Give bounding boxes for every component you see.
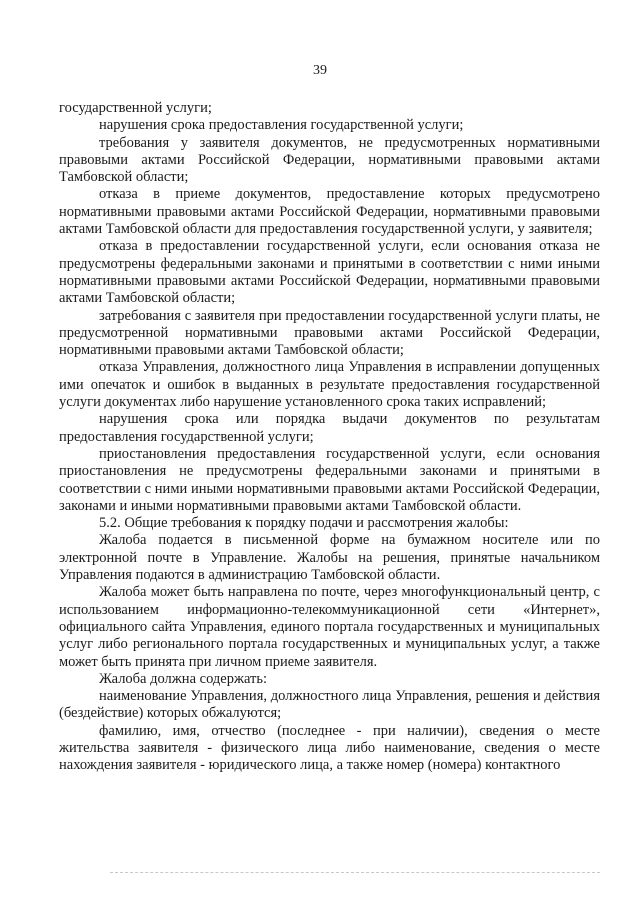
paragraph: Жалоба может быть направлена по почте, через многофункциональный центр, с использованием информационно-телекоммуникационной сети «Интернет», официального сайта Управления, единого портала государственных и муниципальных услуг либо регионального портала государственных и муниципальных услуг, а также может быть принята при личном приеме заявителя. xyxy=(59,584,600,670)
paragraph: Жалоба подается в письменной форме на бумажном носителе или по электронной почте в Управление. Жалобы на решения, принятые начальником Управления подаются в администрацию Тамбовской области. xyxy=(59,532,600,584)
paragraph: отказа в предоставлении государственной услуги, если основания отказа не предусмотрены федеральными законами и принятыми в соответствии с ними иными нормативными правовыми актами Российской Федерации, нормативными правовыми актами Тамбовской области; xyxy=(59,238,600,307)
paragraph: приостановления предоставления государственной услуги, если основания приостановления не предусмотрены федеральными законами и принятыми в соответствии с ними иными нормативными правовыми актами Российской Федерации, законами и иными нормативными правовыми актами Тамбовской области. xyxy=(59,445,600,514)
paragraph: наименование Управления, должностного лица Управления, решения и действия (бездействие) которых обжалуются; xyxy=(59,688,600,722)
paragraph: требования у заявителя документов, не предусмотренных нормативными правовыми актами Российской Федерации, нормативными правовыми актами Тамбовской области; xyxy=(59,134,600,186)
scan-bottom-line xyxy=(110,872,600,873)
paragraph: 5.2. Общие требования к порядку подачи и рассмотрения жалобы: xyxy=(99,515,509,532)
paragraph: нарушения срока предоставления государственной услуги; xyxy=(99,117,464,134)
body-text xyxy=(59,100,600,775)
paragraph: нарушения срока или порядка выдачи документов по результатам предоставления государственной услуги; xyxy=(59,411,600,445)
paragraph: государственной услуги; xyxy=(59,100,212,116)
paragraph: фамилию, имя, отчество (последнее - при наличии), сведения о месте жительства заявителя - физического лица либо наименование, сведения о месте нахождения заявителя - юридического лица, а также номер (номера) контактного xyxy=(59,722,600,774)
paragraph: Жалоба должна содержать: xyxy=(99,670,268,687)
paragraph: отказа в приеме документов, предоставление которых предусмотрено нормативными правовыми актами Российской Федерации, нормативными правовыми актами Тамбовской области для предоставления государственной услуги, у заявителя; xyxy=(59,186,600,238)
page-number: 39 xyxy=(313,63,327,78)
paragraph: затребования с заявителя при предоставлении государственной услуги платы, не предусмотренной нормативными правовыми актами Российской Федерации, нормативными правовыми актами Тамбовской области; xyxy=(59,307,600,359)
paragraph: отказа Управления, должностного лица Управления в исправлении допущенных ими опечаток и ошибок в выданных в результате предоставления государственной услуги документах либо нарушение установленного срока таких исправлений; xyxy=(59,359,600,411)
